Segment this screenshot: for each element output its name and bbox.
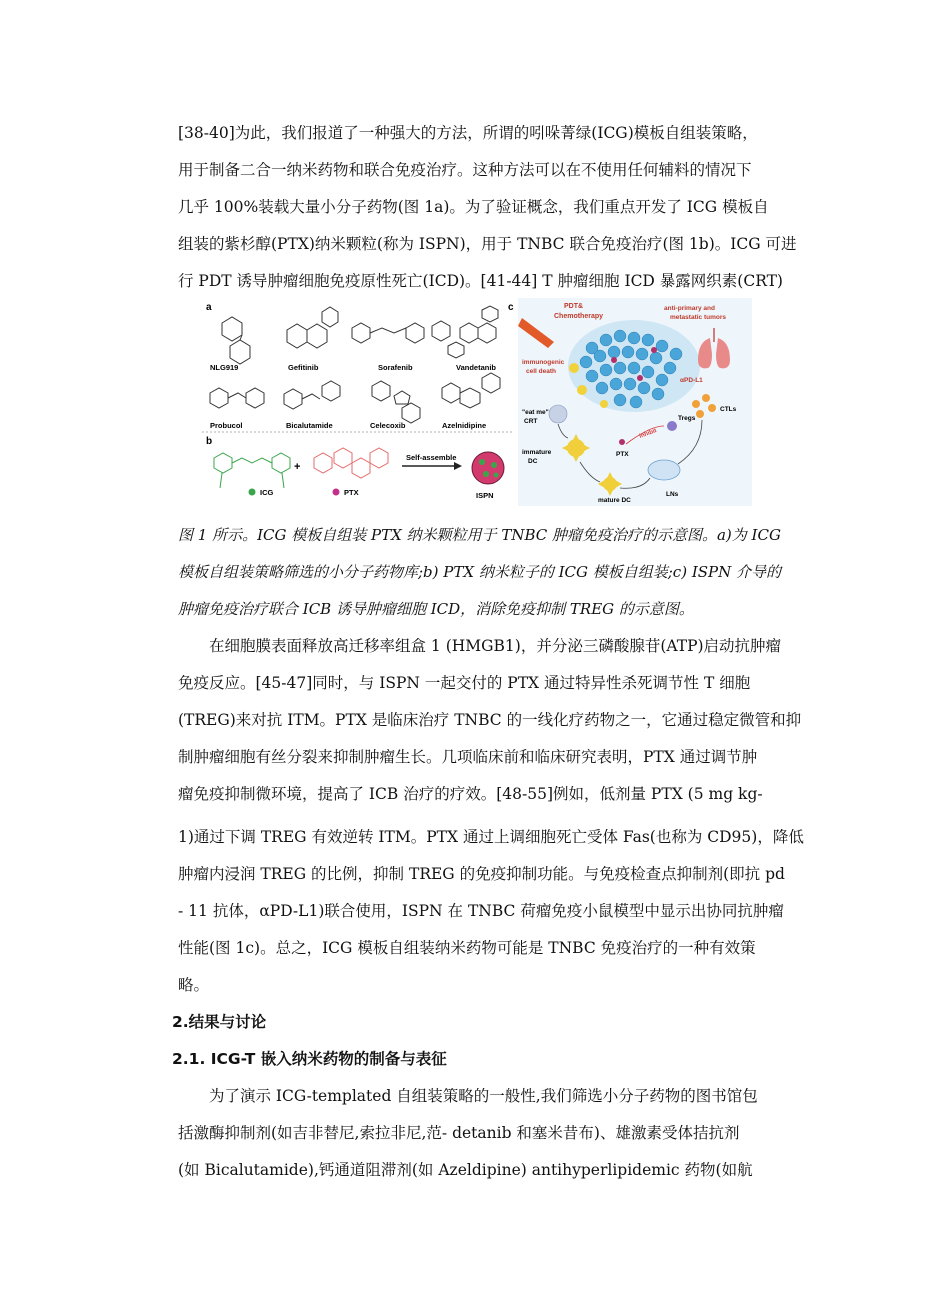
compound-label: Gefitinib xyxy=(288,363,319,372)
body-text-line: 在细胞膜表面释放高迁移率组盒 1 (HMGB1)，并分泌三磷酸腺苷(ATP)启动抗肿瘤 xyxy=(209,637,782,655)
section-heading: 2.结果与讨论 xyxy=(172,1013,267,1031)
compound-label: Vandetanib xyxy=(456,363,497,372)
icd-label-1: immunogenic xyxy=(522,359,565,366)
lns-label: LNs xyxy=(666,491,679,498)
immature-label-2: DC xyxy=(528,458,538,465)
body-text-line: 几乎 100%装载大量小分子药物(图 1a)。为了验证概念，我们重点开发了 ICG 模板自 xyxy=(178,198,769,216)
body-text-line: 瘤免疫抑制微环境，提高了 ICB 治疗的疗效。[48-55]例如，低剂量 PTX (5 mg kg- xyxy=(178,785,763,803)
mature-dc-label: mature DC xyxy=(598,497,631,504)
ctls-label: CTLs xyxy=(720,406,737,413)
panel-c-label: c xyxy=(508,302,514,313)
self-assemble-label: Self-assemble xyxy=(406,453,457,462)
body-text-line: 用于制备二合一纳米药物和联合免疫治疗。这种方法可以在不使用任何辅料的情况下 xyxy=(178,161,752,179)
compound-label: NLG919 xyxy=(210,363,239,372)
figure-caption-line: 图 1 所示。ICG 模板自组装 PTX 纳米颗粒用于 TNBC 肿瘤免疫治疗的示意图。a)为 ICG xyxy=(178,526,781,544)
lymph-node-icon xyxy=(648,460,680,480)
panel-a-label: a xyxy=(206,302,212,313)
compound-label: Sorafenib xyxy=(378,363,413,372)
chemo-label: Chemotherapy xyxy=(554,313,604,320)
body-text-line: 肿瘤内浸润 TREG 的比例，抑制 TREG 的免疫抑制功能。与免疫检查点抑制剂(即抗 pd xyxy=(178,865,785,883)
body-text-line: [38-40]为此，我们报道了一种强大的方法，所谓的吲哚菁绿(ICG)模板自组装策略， xyxy=(178,124,758,142)
compound-label: Bicalutamide xyxy=(286,421,333,430)
body-text-line: 1)通过下调 TREG 有效逆转 ITM。PTX 通过上调细胞死亡受体 Fas(也称为 CD95)，降低 xyxy=(178,828,804,846)
compound-label: Celecoxib xyxy=(370,421,406,430)
crt-label: CRT xyxy=(524,418,538,425)
icg-structure xyxy=(214,453,290,488)
ptx-label: PTX xyxy=(344,488,359,497)
ptx-structure xyxy=(314,448,388,478)
compound-label: Azelnidipine xyxy=(442,421,487,430)
body-text-line: - 11 抗体，αPD-L1)联合使用，ISPN 在 TNBC 荷瘤免疫小鼠模型中显示出协同抗肿瘤 xyxy=(178,902,784,920)
subsection-heading: 2.1. ICG-T 嵌入纳米药物的制备与表征 xyxy=(172,1050,447,1068)
tregs-label: Tregs xyxy=(678,415,696,422)
anti-tumor-label-1: anti-primary and xyxy=(664,305,715,312)
ptx-dot-icon xyxy=(619,439,625,445)
icd-label-2: cell death xyxy=(526,368,556,375)
immature-label-1: immature xyxy=(522,449,552,456)
compound-label: Probucol xyxy=(210,421,243,430)
body-text-line: (如 Bicalutamide),钙通道阻滞剂(如 Azeldipine) antihyperlipidemic 药物(如航 xyxy=(178,1161,753,1179)
arrow-right-icon xyxy=(402,462,462,470)
figure-caption-line: 肿瘤免疫治疗联合 ICB 诱导肿瘤细胞 ICD，消除免疫抑制 TREG 的示意图。 xyxy=(178,600,694,618)
tumor-cell-cluster xyxy=(568,320,700,412)
ptx-c-label: PTX xyxy=(616,451,629,458)
body-text-line: 性能(图 1c)。总之，ICG 模板自组装纳米药物可能是 TNBC 免疫治疗的一种有效策 xyxy=(178,939,756,957)
figure-1 xyxy=(202,298,752,506)
ispn-nanoparticle-icon xyxy=(472,452,504,484)
eat-me-label: "eat me" xyxy=(522,409,549,416)
body-text-line: 免疫反应。[45-47]同时，与 ISPN 一起交付的 PTX 通过特异性杀死调节性 T 细胞 xyxy=(178,674,751,692)
body-text-line: 制肿瘤细胞有丝分裂来抑制肿瘤生长。几项临床前和临床研究表明，PTX 通过调节肿 xyxy=(178,748,758,766)
pdt-label: PDT& xyxy=(564,303,584,310)
ispn-label: ISPN xyxy=(476,491,494,500)
body-text-line: 括激酶抑制剂(如吉非替尼,索拉非尼,范- detanib 和塞米昔布)、雄激素受体拮抗剂 xyxy=(178,1124,740,1142)
icg-dot-icon xyxy=(249,489,256,496)
apdl1-label: αPD-L1 xyxy=(680,377,703,384)
anti-tumor-label-2: metastatic tumors xyxy=(670,314,726,321)
body-text-line: (TREG)来对抗 ITM。PTX 是临床治疗 TNBC 的一线化疗药物之一，它通过稳定微管和抑 xyxy=(178,711,802,729)
body-text-line: 略。 xyxy=(178,976,210,994)
ptx-dot-icon xyxy=(333,489,340,496)
panel-b-label: b xyxy=(206,436,213,447)
plus-sign: + xyxy=(294,461,301,473)
body-text-line: 行 PDT 诱导肿瘤细胞免疫原性死亡(ICD)。[41-44] T 肿瘤细胞 ICD 暴露网织素(CRT) xyxy=(178,272,783,290)
figure-caption-line: 模板自组装策略筛选的小分子药物库;b) PTX 纳米粒子的 ICG 模板自组装;c) ISPN 介导的 xyxy=(178,563,782,581)
inhibit-label: inhibit xyxy=(638,428,658,440)
dying-cell-icon xyxy=(549,405,567,423)
body-text-line: 为了演示 ICG-templated 自组装策略的一般性,我们筛选小分子药物的图书馆包 xyxy=(209,1087,758,1105)
body-text-line: 组装的紫杉醇(PTX)纳米颗粒(称为 ISPN)，用于 TNBC 联合免疫治疗(图 1b)。ICG 可进 xyxy=(178,235,797,253)
icg-label: ICG xyxy=(260,488,274,497)
treg-cell-icon xyxy=(667,421,677,431)
